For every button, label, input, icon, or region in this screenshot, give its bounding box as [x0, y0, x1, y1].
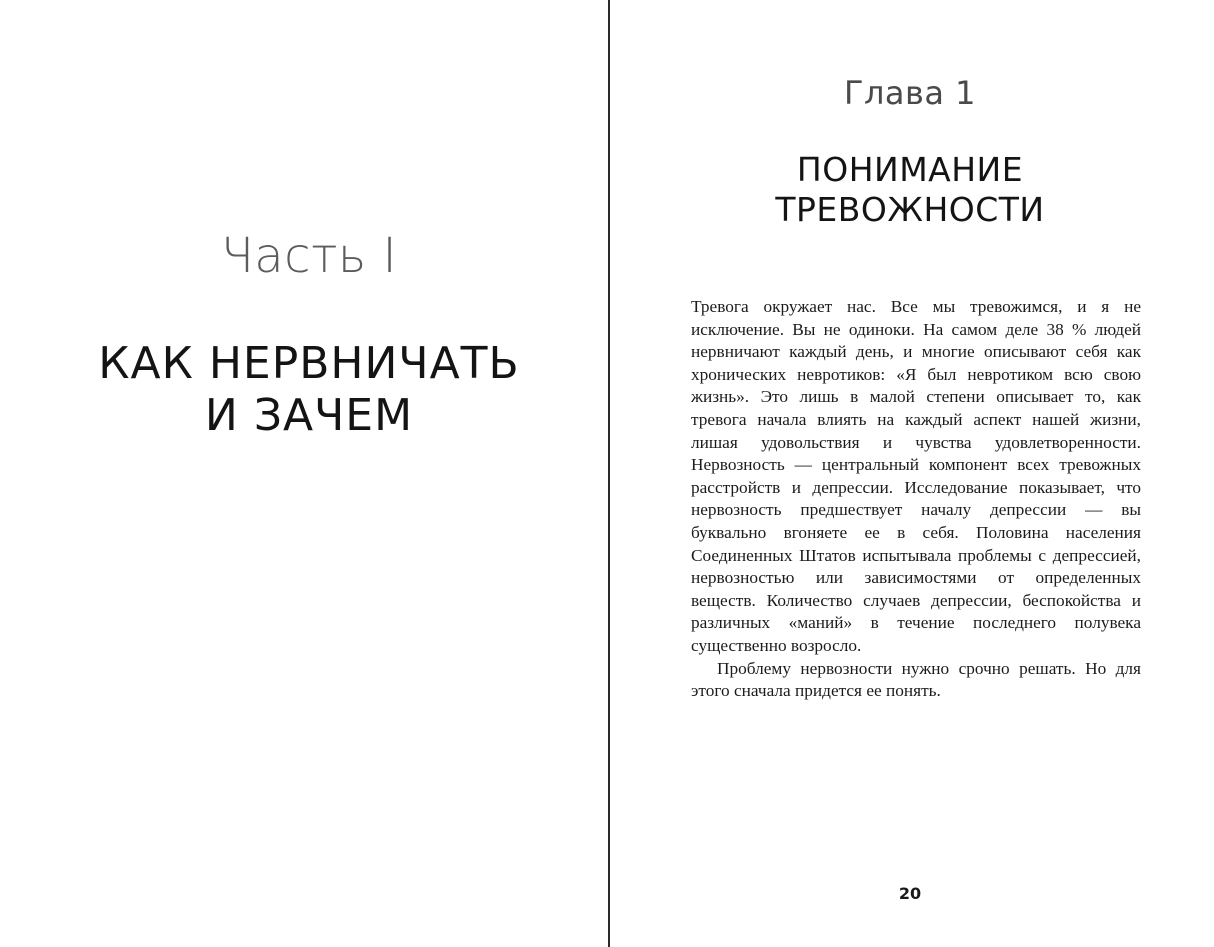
part-title-line: И ЗАЧЕМ: [204, 390, 414, 441]
chapter-body-text: [691, 296, 1141, 703]
chapter-title-line: ТРЕВОЖНОСТИ: [775, 190, 1045, 229]
part-title-line: КАК НЕРВНИЧАТЬ: [98, 338, 520, 389]
body-paragraph: Проблему нервозности нужно срочно решать. Но для этого сначала придется ее понять.: [691, 658, 1141, 701]
chapter-label: Глава 1: [843, 74, 977, 112]
page-number: 20: [898, 884, 922, 903]
right-page: [611, 0, 1214, 947]
body-paragraph: Тревога окружает нас. Все мы тревожимся, и я не исключение. Вы не одиноки. На самом деле 38 % людей нервничают каждый день, и многие описывают себя как хронических невротиков: «Я был невротиком всю свою жизнь». Это лишь в малой степени описывает то, как тревога начала влиять на каждый аспект нашей жизни, лишая удовольствия и чувства удовлетворенности. Нервозность — центральный компонент всех тревожных расстройств и депрессии. Исследование показывает, что нервозность предшествует началу депрессии — вы буквально вгоняете ее в себя. Половина населения Соединенных Штатов испытывала проблемы с депрессией, нервозностью или зависимостями от определенных веществ. Количество случаев депрессии, беспокойства и различных «маний» в течение последнего полувека существенно возросло.: [691, 297, 1141, 655]
chapter-title-line: ПОНИМАНИЕ: [796, 150, 1024, 189]
part-label: Часть I: [220, 228, 398, 284]
page-gutter: [608, 0, 610, 947]
chapter-title: [611, 150, 1209, 230]
part-title: [0, 338, 618, 442]
